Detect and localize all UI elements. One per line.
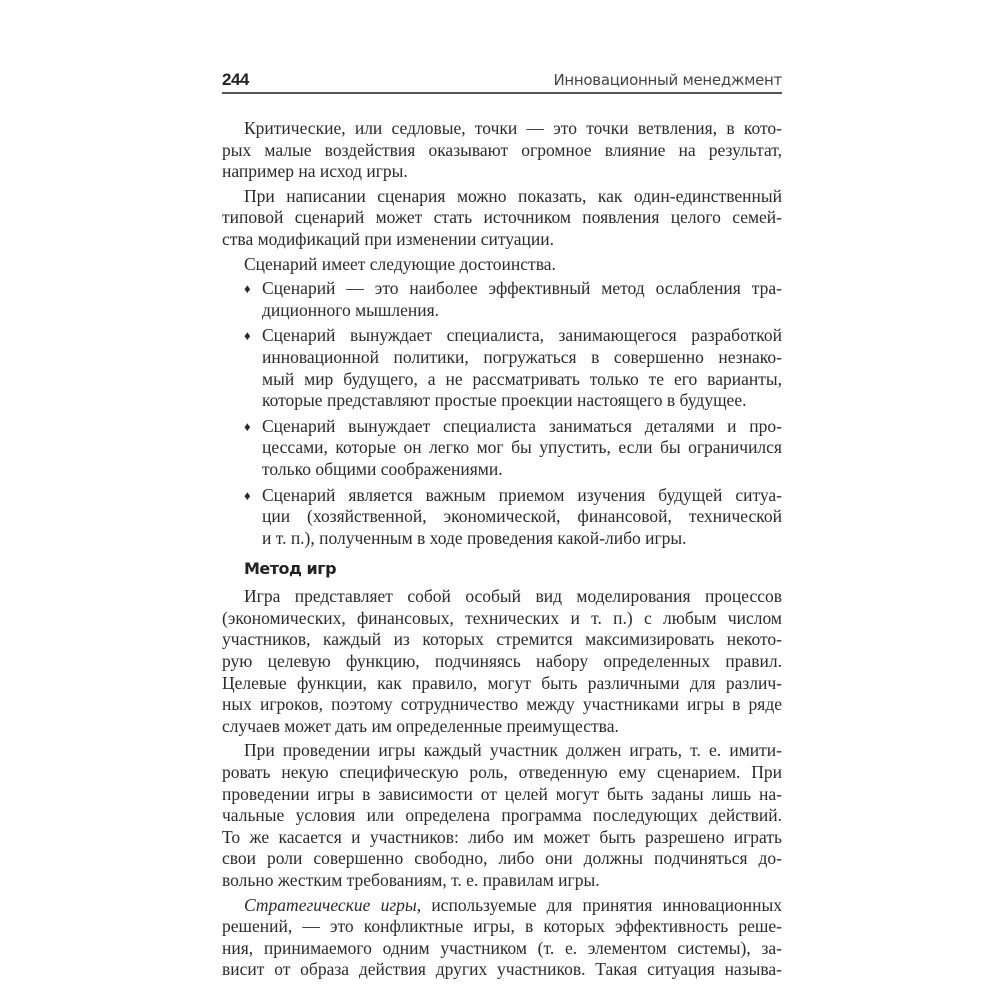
text-line: ния, принимаемого одним участником (т. е. элементом системы), за- xyxy=(222,937,782,958)
text-line: только общими соображениями. xyxy=(262,458,503,479)
bullet-item xyxy=(222,325,782,411)
section-heading: Метод игр xyxy=(244,559,337,579)
text-line: То же касается и участников: либо им может быть разрешено играть xyxy=(222,826,782,847)
text-line: Сценарий — это наиболее эффективный метод ослабления тра- xyxy=(262,278,782,299)
page-body xyxy=(222,118,782,984)
text-line: и т. п.), полученным в ходе проведения какой-либо игры. xyxy=(262,527,687,548)
paragraph xyxy=(222,118,782,183)
text-line: решений, — это конфликтные игры, в которых эффективность реше- xyxy=(222,916,782,937)
paragraph xyxy=(222,740,782,891)
diamond-bullet-icon: ♦ xyxy=(244,328,251,344)
text-line: которые представляют простые проекции настоящего в будущее. xyxy=(262,390,747,411)
bullet-item xyxy=(222,278,782,321)
text-line: висит от образа действия других участников. Такая ситуация называ- xyxy=(222,959,782,980)
text-line: мый мир будущего, а не рассматривать только те его варианты, xyxy=(262,368,782,389)
text-line: например на исход игры. xyxy=(222,161,408,182)
text-line: диционного мышления. xyxy=(262,299,440,320)
paragraph xyxy=(222,186,782,251)
running-header xyxy=(222,70,782,94)
line-text: , используемые для принятия инновационных xyxy=(416,894,783,915)
text-line: ных игроков, поэтому сотрудничество между участниками игры в ряде xyxy=(222,694,782,715)
text-line: При написании сценария можно показать, как один-единственный xyxy=(244,185,782,206)
text-line: ства модификаций при изменении ситуации. xyxy=(222,228,554,249)
text-line: случаев может дать им определенные преимущества. xyxy=(222,715,619,736)
text-line: Сценарий вынуждает специалиста заниматься деталями и про- xyxy=(262,415,782,436)
text-line: ции (хозяйственной, экономической, финансовой, технической xyxy=(262,506,782,527)
text-line: участников, каждый из которых стремится максимизировать некото- xyxy=(222,629,782,650)
text-line: вольно жестким требованиям, т. е. правилам игры. xyxy=(222,870,600,890)
text-line: проведении игры в зависимости от целей могут быть заданы лишь на- xyxy=(222,783,782,804)
italic-term: Стратегические игры xyxy=(244,894,417,915)
text-line: Сценарий является важным приемом изучения будущей ситуа- xyxy=(262,484,782,505)
text-line: Критические, или седловые, точки — это точки ветвления, в кото- xyxy=(244,118,782,138)
bullet-item xyxy=(222,416,782,481)
text-line: чальные условия или определена программа последующих действий. xyxy=(222,805,782,826)
text-line xyxy=(222,895,782,917)
text-line: типовой сценарий может стать источником появления целого семей- xyxy=(222,207,782,228)
paragraph xyxy=(222,895,782,981)
text-line: рых малые воздействия оказывают огромное влияние на результат, xyxy=(222,139,782,160)
text-line: Сценарий имеет следующие достоинства. xyxy=(244,253,556,274)
diamond-bullet-icon: ♦ xyxy=(244,418,251,434)
text-line: цессами, которые он легко мог бы упустить, если бы ограничился xyxy=(262,437,782,458)
paragraph xyxy=(222,586,782,737)
paragraph xyxy=(222,254,782,276)
bullet-item xyxy=(222,485,782,550)
text-line: Игра представляет собой особый вид моделирования процессов xyxy=(244,586,782,607)
text-line: Сценарий вынуждает специалиста, занимающегося разработкой xyxy=(262,325,782,346)
text-line: рую целевую функцию, подчиняясь набору определенных правил. xyxy=(222,651,782,672)
diamond-bullet-icon: ♦ xyxy=(244,281,251,297)
running-title: Инновационный менеджмент xyxy=(553,71,782,89)
diamond-bullet-icon: ♦ xyxy=(244,487,251,503)
text-line: Целевые функции, как правило, могут быть различными для различ- xyxy=(222,672,782,693)
text-line: свои роли совершенно свободно, либо они должны подчиняться до- xyxy=(222,848,782,869)
text-line: При проведении игры каждый участник должен играть, т. е. имити- xyxy=(244,740,782,761)
text-line: ровать некую специфическую роль, отведенную ему сценарием. При xyxy=(222,762,782,783)
text-line: (экономических, финансовых, технических и т. п.) с любым числом xyxy=(222,607,782,628)
text-line: инновационной политики, погружаться в совершенно незнако- xyxy=(262,346,782,367)
page-number: 244 xyxy=(222,70,249,89)
